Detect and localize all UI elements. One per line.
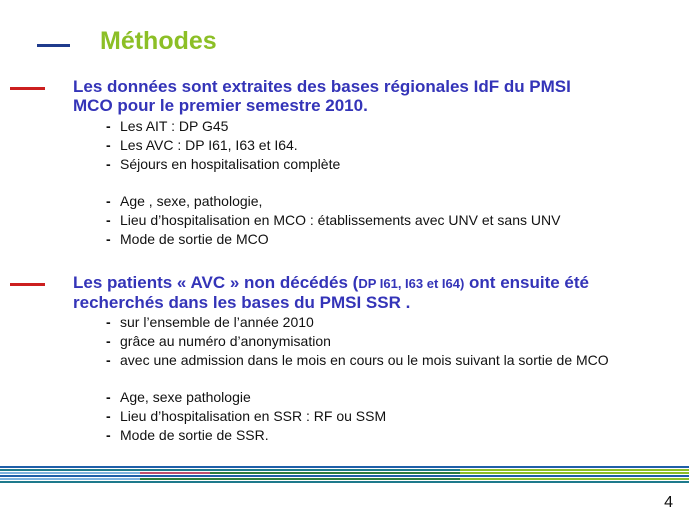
footer-stripes	[0, 466, 689, 484]
list-item: - Age, sexe pathologie	[106, 388, 676, 407]
section1-heading	[73, 77, 683, 115]
footer-stripe	[140, 472, 210, 474]
footer-stripe	[0, 475, 689, 477]
list-item: - Lieu d’hospitalisation en MCO : établissements avec UNV et sans UNV	[106, 211, 676, 230]
footer-stripe	[0, 478, 140, 480]
section2-marker	[10, 283, 45, 286]
section2-bullet-list	[106, 313, 676, 445]
list-item: - Mode de sortie de MCO	[106, 230, 676, 249]
section2-heading-part1: Les patients « AVC » non décédés (	[73, 273, 359, 292]
section2-heading	[73, 273, 683, 312]
title-accent-bar	[37, 44, 70, 47]
list-item: - Mode de sortie de SSR.	[106, 426, 676, 445]
footer-stripe	[140, 478, 460, 480]
footer-stripe	[210, 472, 460, 474]
list-item: - sur l’ensemble de l’année 2010	[106, 313, 676, 332]
footer-stripe	[460, 469, 689, 471]
section2-heading-part2: ont ensuite été	[464, 273, 589, 292]
list-item: - Lieu d’hospitalisation en SSR : RF ou SSM	[106, 407, 676, 426]
footer-stripe	[460, 478, 689, 480]
list-item: - Séjours en hospitalisation complète	[106, 155, 676, 174]
section1-heading-line2: MCO pour le premier semestre 2010.	[73, 96, 368, 115]
list-item: - Les AVC : DP I61, I63 et I64.	[106, 136, 676, 155]
footer-stripe	[0, 481, 689, 483]
section1-bullet-list	[106, 117, 676, 249]
section2-heading-line2: recherchés dans les bases du PMSI SSR .	[73, 293, 411, 312]
footer-stripe	[460, 472, 689, 474]
page-number: 4	[664, 494, 673, 511]
list-item: - grâce au numéro d’anonymisation	[106, 332, 676, 351]
footer-stripe	[0, 472, 140, 474]
section1-heading-line1: Les données sont extraites des bases régionales IdF du PMSI	[73, 77, 571, 96]
list-item: - Les AIT : DP G45	[106, 117, 676, 136]
footer-stripe	[0, 466, 689, 468]
list-item: - avec une admission dans le mois en cours ou le mois suivant la sortie de MCO	[106, 351, 650, 370]
section2-heading-codes: DP I61, I63 et I64)	[358, 276, 465, 291]
slide-title: Méthodes	[100, 27, 217, 55]
list-item: - Age , sexe, pathologie,	[106, 192, 676, 211]
footer-stripe	[0, 469, 460, 471]
section1-marker	[10, 87, 45, 90]
